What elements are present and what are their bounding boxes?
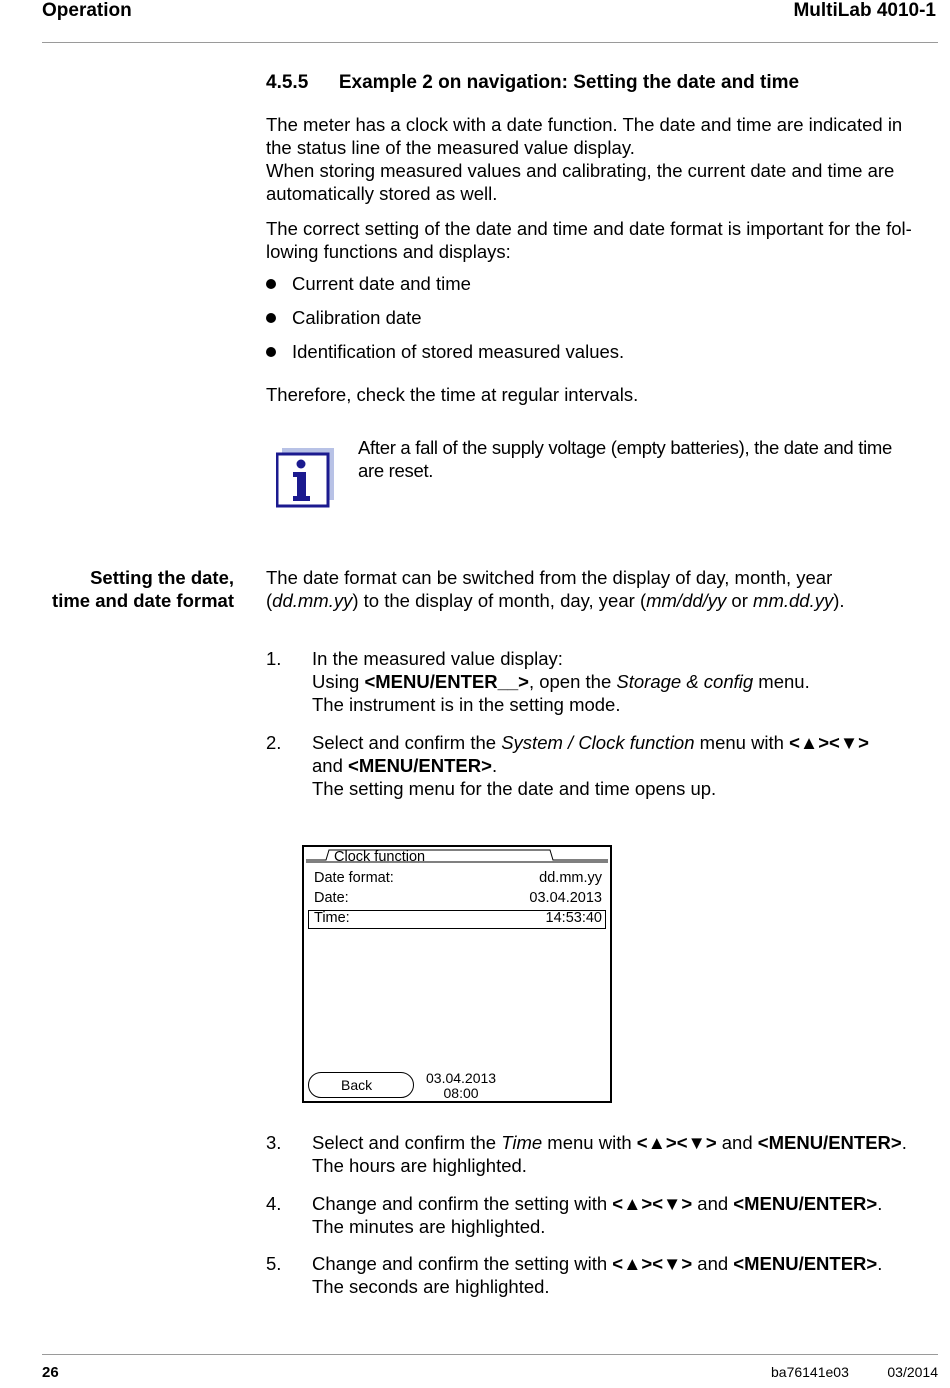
info-icon <box>276 448 334 508</box>
date-format-paragraph: The date format can be switched from the display of day, month, year (dd.mm.yy) to the display of month, day, year (mm/dd/yy or mm.dd.yy). <box>266 567 845 611</box>
intro-line: automatically stored as well. <box>266 183 498 204</box>
header-section-title: Operation <box>42 0 132 21</box>
section-title: Example 2 on navigation: Setting the date and time <box>338 72 800 93</box>
bullet-dot-icon <box>266 313 276 323</box>
back-button[interactable]: Back <box>308 1072 414 1098</box>
importance-line: The correct setting of the date and time and date format is important for the fol- <box>266 218 912 239</box>
intro-line: The meter has a clock with a date function. The date and time are indicated in <box>266 114 903 135</box>
importance-paragraph <box>266 217 938 263</box>
footer-rule <box>42 1354 938 1355</box>
section-heading <box>266 72 799 94</box>
section-number: 4.5.5 <box>266 72 309 93</box>
header-product-name: MultiLab 4010-1 <box>793 0 936 21</box>
bullet-dot-icon <box>266 279 276 289</box>
header-rule <box>42 42 938 43</box>
importance-line: lowing functions and displays: <box>266 241 511 262</box>
status-datetime <box>426 1071 496 1101</box>
bullet-dot-icon <box>266 347 276 357</box>
status-time: 08:00 <box>443 1085 479 1101</box>
document-date: 03/2014 <box>887 1364 938 1380</box>
side-heading: Setting the date, time and date format <box>52 567 234 611</box>
note-text: After a fall of the supply voltage (empty batteries), the date and time are reset. <box>358 437 892 481</box>
menu-title: Clock function <box>334 849 426 865</box>
intro-paragraph <box>266 113 938 205</box>
document-id: ba76141e03 <box>771 1364 849 1380</box>
page-number: 26 <box>42 1364 59 1381</box>
check-time-text: Therefore, check the time at regular intervals. <box>266 384 639 405</box>
device-screen: Clock function Date format: dd.mm.yy Date: 03.04.2013 Time: 14:53:40 Back 03.04.2013 08:00 <box>302 845 612 1103</box>
intro-line: the status line of the measured value display. <box>266 137 635 158</box>
status-date: 03.04.2013 <box>426 1070 497 1086</box>
intro-line: When storing measured values and calibrating, the current date and time are <box>266 160 895 181</box>
